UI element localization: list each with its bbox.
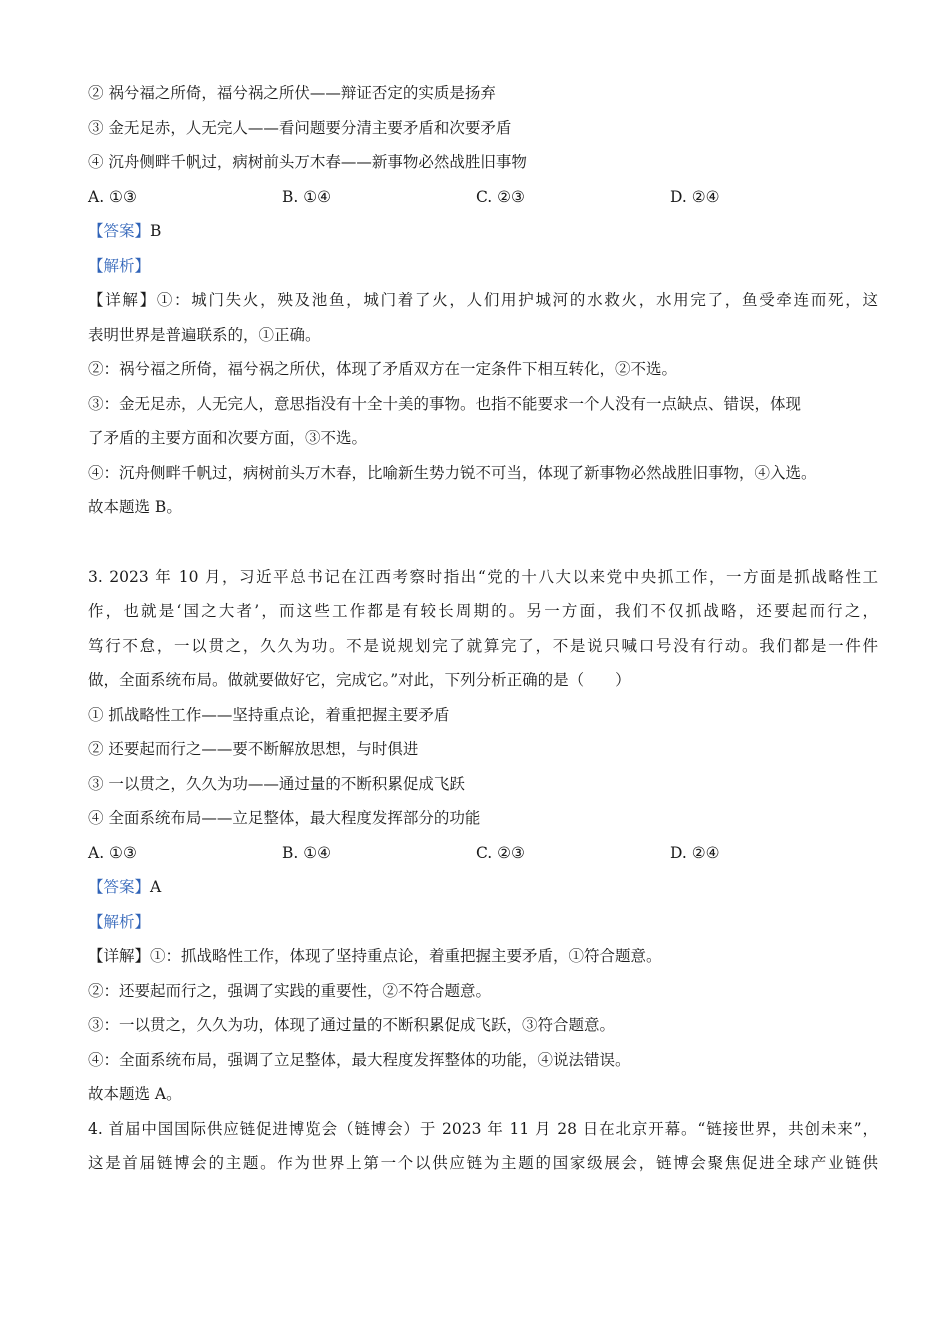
answer-value: A: [150, 878, 162, 896]
q2-conclusion: 故本题选 B。: [88, 498, 182, 516]
document-page: [88, 76, 878, 1181]
q4-stem-line: 4. 首届中国国际供应链促进博览会（链博会）于 2023 年 11 月 28 日在北京开幕。“链接世界，共创未来”，: [88, 1119, 878, 1138]
q2-option-a: A. ①③: [88, 187, 137, 206]
q3-choice-3: ③ 一以贯之，久久为功——通过量的不断积累促成飞跃: [88, 774, 465, 793]
q2-detail-line: ③：金无足赤，人无完人，意思指没有十全十美的事物。也指不能要求一个人没有一点缺点、错误，体现: [88, 394, 802, 413]
detail-text: ①：抓战略性工作，体现了坚持重点论，着重把握主要矛盾，①符合题意。: [150, 947, 662, 965]
detail-text: ①：城门失火，殃及池鱼，城门着了火，人们用护城河的水救火，水用完了，鱼受牵连而死，这: [156, 291, 878, 309]
q3-stem-line: 做，全面系统布局。做就要做好它，完成它。”对此，下列分析正确的是（ ）: [88, 671, 631, 689]
q3-detail-line: ②：还要起而行之，强调了实践的重要性，②不符合题意。: [88, 981, 492, 1000]
q3-stem-line: 作，也就是‘国之大者’，而这些工作都是有较长周期的。另一方面，我们不仅抓战略，还要起而行之，: [88, 602, 878, 620]
q3-option-c: C. ②③: [476, 843, 525, 862]
q2-choice-4: ④ 沉舟侧畔千帆过，病树前头万木春——新事物必然战胜旧事物: [88, 153, 527, 171]
q3-detail-line: ③：一以贯之，久久为功，体现了通过量的不断积累促成飞跃，③符合题意。: [88, 1016, 616, 1034]
q3-choice-4: ④ 全面系统布局——立足整体，最大程度发挥部分的功能: [88, 809, 481, 827]
q2-detail-line: ②：祸兮福之所倚，福兮祸之所伏，体现了矛盾双方在一定条件下相互转化，②不选。: [88, 360, 678, 378]
detail-tag: 【详解】: [88, 947, 151, 965]
spacer: [88, 525, 878, 560]
answer-tag: 【答案】: [88, 878, 151, 896]
q3-answer: [88, 870, 878, 905]
q2-detail-line: 表明世界是普遍联系的，①正确。: [88, 325, 321, 344]
q3-analysis-tag: 【解析】: [88, 912, 151, 931]
q3-choice-2: ② 还要起而行之——要不断解放思想，与时俱进: [88, 740, 419, 758]
detail-tag: 【详解】: [88, 291, 157, 309]
q2-option-d: D. ②④: [670, 187, 720, 206]
q2-detail-line: 了矛盾的主要方面和次要方面，③不选。: [88, 429, 368, 447]
q2-answer: [88, 214, 878, 249]
q2-choice-3: ③ 金无足赤，人无完人——看问题要分清主要矛盾和次要矛盾: [88, 118, 512, 137]
q3-stem-line: 笃行不怠，一以贯之，久久为功。不是说规划完了就算完了，不是说只喊口号没有行动。我们都是一件件: [88, 636, 878, 655]
q2-option-c: C. ②③: [476, 187, 525, 206]
q3-options: [88, 836, 878, 871]
q2-options: [88, 180, 878, 215]
q3-option-b: B. ①④: [282, 843, 332, 862]
q3-detail-line: ④：全面系统布局，强调了立足整体，最大程度发挥整体的功能，④说法错误。: [88, 1050, 631, 1069]
q3-conclusion: 故本题选 A。: [88, 1085, 182, 1103]
q3-option-d: D. ②④: [670, 843, 720, 862]
q3-choice-1: ① 抓战略性工作——坚持重点论，着重把握主要矛盾: [88, 705, 450, 724]
answer-value: B: [150, 222, 162, 240]
q2-analysis-tag: 【解析】: [88, 256, 151, 275]
q2-detail-line: ④：沉舟侧畔千帆过，病树前头万木春，比喻新生势力锐不可当，体现了新事物必然战胜旧事物，④入选。: [88, 463, 817, 482]
answer-tag: 【答案】: [88, 222, 151, 240]
q2-detail-line: [88, 283, 878, 318]
q3-stem-line: 3. 2023 年 10 月，习近平总书记在江西考察时指出“党的十八大以来党中央抓工作，一方面是抓战略性工: [88, 567, 878, 586]
q2-option-b: B. ①④: [282, 187, 332, 206]
q3-detail-line: [88, 939, 878, 974]
q3-option-a: A. ①③: [88, 843, 137, 862]
q2-choice-2: ② 祸兮福之所倚，福兮祸之所伏——辩证否定的实质是扬弃: [88, 84, 496, 102]
q4-stem-line: 这是首届链博会的主题。作为世界上第一个以供应链为主题的国家级展会，链博会聚焦促进全球产业链供: [88, 1154, 878, 1172]
